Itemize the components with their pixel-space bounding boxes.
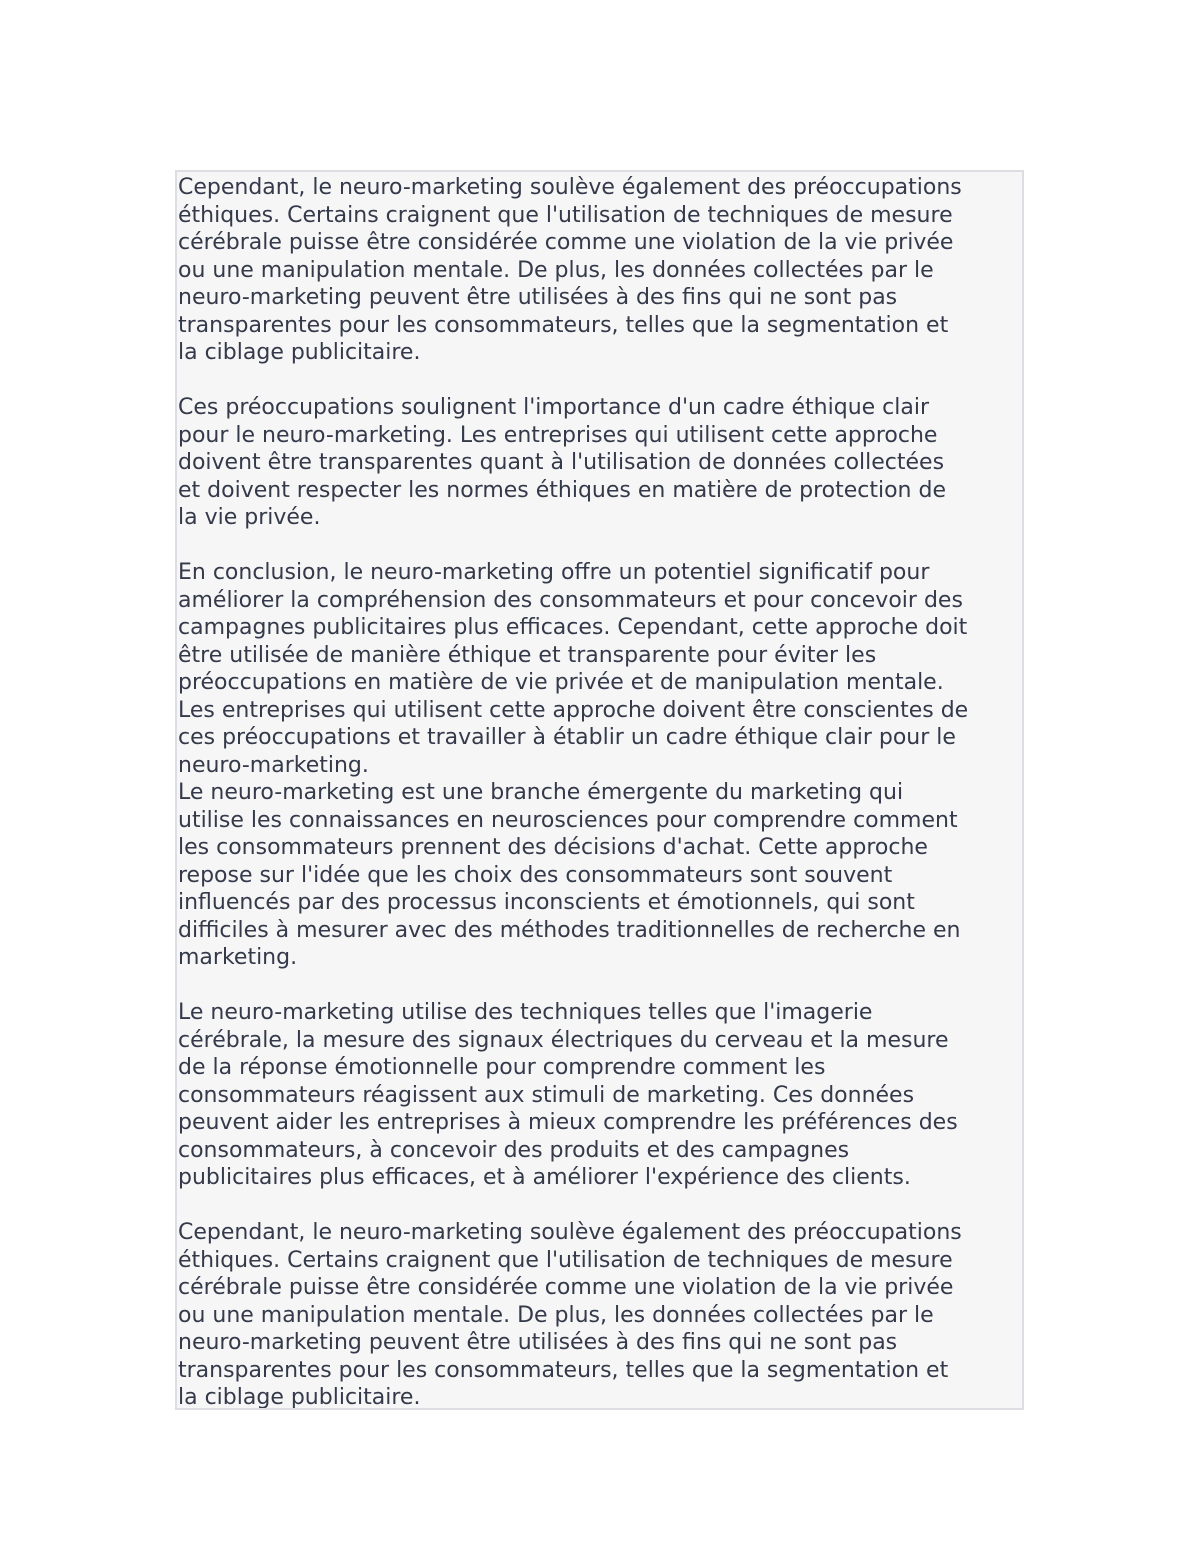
- paragraph-2: Ces préoccupations soulignent l'importance d'un cadre éthique clair pour le neuro-marketing. Les entreprises qui utilisent cette approche doivent être transparentes quant à l'utilisation de données collectées et doivent respecter les normes éthiques en matière de protection de la vie privée.: [178, 395, 946, 530]
- paragraph-1: Cependant, le neuro-marketing soulève également des préoccupations éthiques. Certains craignent que l'utilisation de techniques de mesure cérébrale puisse être considérée comme une violation de la vie privée ou une manipulation mentale. De plus, les données collectées par le neuro-marketing peuvent être utilisées à des fins qui ne sont pas transparentes pour les consommateurs, telles que la segmentation et la ciblage publicitaire.: [178, 175, 962, 365]
- document-text-box: [175, 170, 1024, 1410]
- paragraph-4: Le neuro-marketing est une branche émergente du marketing qui utilise les connaissances en neurosciences pour comprendre comment les consommateurs prennent des décisions d'achat. Cette approche repose sur l'idée que les choix des consommateurs sont souvent influencés par des processus inconscients et émotionnels, qui sont difficiles à mesurer avec des méthodes traditionnelles de recherche en marketing.: [178, 780, 961, 970]
- paragraph-5: Le neuro-marketing utilise des techniques telles que l'imagerie cérébrale, la mesure des signaux électriques du cerveau et la mesure de la réponse émotionnelle pour comprendre comment les consommateurs réagissent aux stimuli de marketing. Ces données peuvent aider les entreprises à mieux comprendre les préférences des consommateurs, à concevoir des produits et des campagnes publicitaires plus efficaces, et à améliorer l'expérience des clients.: [178, 1000, 958, 1190]
- paragraph-3: En conclusion, le neuro-marketing offre un potentiel significatif pour améliorer la compréhension des consommateurs et pour concevoir des campagnes publicitaires plus efficaces. Cependant, cette approche doit être utilisée de manière éthique et transparente pour éviter les préoccupations en matière de vie privée et de manipulation mentale. Les entreprises qui utilisent cette approche doivent être conscientes de ces préoccupations et travailler à établir un cadre éthique clair pour le neuro-marketing.: [178, 560, 969, 778]
- paragraph-6: Cependant, le neuro-marketing soulève également des préoccupations éthiques. Certains craignent que l'utilisation de techniques de mesure cérébrale puisse être considérée comme une violation de la vie privée ou une manipulation mentale. De plus, les données collectées par le neuro-marketing peuvent être utilisées à des fins qui ne sont pas transparentes pour les consommateurs, telles que la segmentation et la ciblage publicitaire.: [178, 1220, 962, 1410]
